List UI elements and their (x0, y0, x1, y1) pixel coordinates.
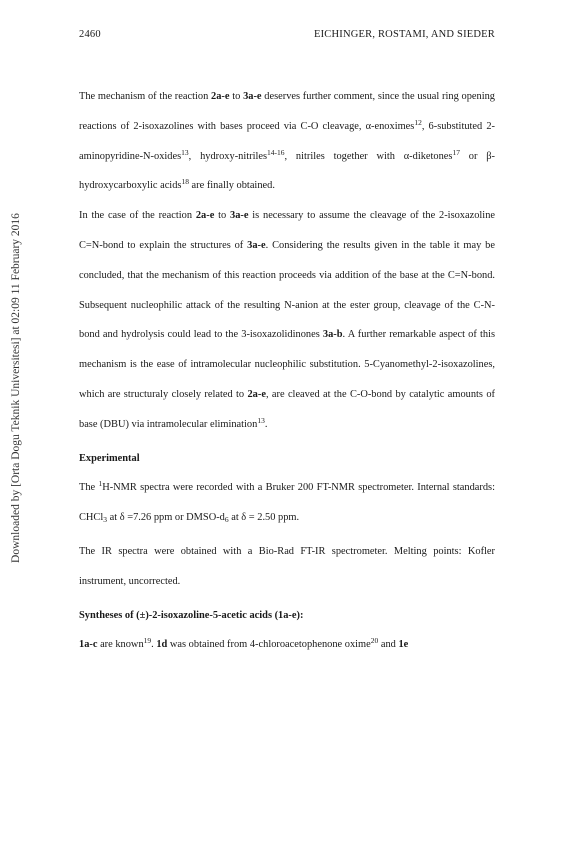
compound-ref: 3a-e (247, 239, 266, 251)
citation: 12 (414, 117, 422, 127)
compound-ref: 1a-c (79, 639, 98, 651)
paragraph-nmr: The $^1$H-NMR spectra were recorded with a Bruker 200 FT-NMR spectrometer. Internal standards: CHCl$_3$ at δ =7.26 ppm or DMSO-$d_6$ at δ = 2.50 ppm. (79, 479, 495, 525)
citation: 13 (181, 147, 189, 157)
page-number: 2460 (79, 29, 101, 40)
download-note: Downloaded by [Orta Dogu Teknik Universitesi] at 02:09 11 February 2016 (10, 213, 22, 563)
compound-ref: 3a-b (322, 329, 343, 341)
citation: 17 (452, 147, 460, 157)
experimental-heading: Experimental (79, 452, 140, 464)
syntheses-heading: Syntheses of (±)-2-isoxazoline-5-acetic acids (1a-e): (79, 609, 304, 621)
citation: 18 (181, 177, 189, 187)
compound-ref: 2a-e (195, 210, 215, 222)
paragraph-syntheses: 1a-c are known$^{19}$. 1d was obtained from 4-chloroacetophenone oxime$^{20}$ and 1e (79, 636, 409, 651)
citation: 19 (143, 636, 152, 646)
citation: 13 (257, 415, 265, 425)
citation: 14-16 (267, 147, 285, 157)
page-header (79, 29, 495, 45)
compound-ref: 3a-e (230, 210, 249, 222)
download-watermark (4, 0, 28, 864)
paragraph-mechanism: The mechanism of the reaction 2a-e to 3a-e deserves further comment, since the usual ring opening reactions of 2-isoxazolines with bases proceed via C-O cleavage, α-enoximes$^{12}$, 6-substituted 2-aminopyridine-N-oxides$^{13}$, hydroxy-nitriles$^{14-16}$, nitriles together with α-diketones$^{17}$ or β-hydroxycarboxylic acids$^{18}$ are finally obtained. (79, 91, 495, 192)
compound-ref: 1e (398, 639, 409, 651)
compound-ref: 1d (156, 639, 168, 651)
article-body (79, 82, 495, 660)
paragraph-cleavage: In the case of the reaction 2a-e to 3a-e is necessary to assume the cleavage of the 2-isoxazoline C=N-bond to explain the structures of 3a-e. Considering the results given in the table it may be concluded, that the mechanism of this reaction proceeds via addition of the base at the C=N-bond. Subsequent nucleophilic attack of the resulting N-anion at the ester group, cleavage of the C-N-bond and hydrolysis could lead to the 3-isoxazolidinones 3a-b. A further remarkable aspect of this mechanism is the ease of intramolecular nucleophilic substitution. 5-Cyanomethyl-2-isoxazolines, which are structuraly closely related to 2a-e, are cleaved at the C-O-bond by catalytic amounts of base (DBU) via intramolecular elimination$^{13}$. (79, 210, 496, 430)
compound-ref: 2a-e (211, 91, 230, 102)
compound-ref: 3a-e (243, 91, 262, 102)
citation: 20 (370, 636, 379, 646)
compound-ref: 2a-e (247, 388, 266, 400)
paragraph-ir: The IR spectra were obtained with a Bio-Rad FT-IR spectrometer. Melting points: Kofler instrument, uncorrected. (79, 545, 495, 587)
running-head: EICHINGER, ROSTAMI, AND SIEDER (313, 29, 495, 40)
